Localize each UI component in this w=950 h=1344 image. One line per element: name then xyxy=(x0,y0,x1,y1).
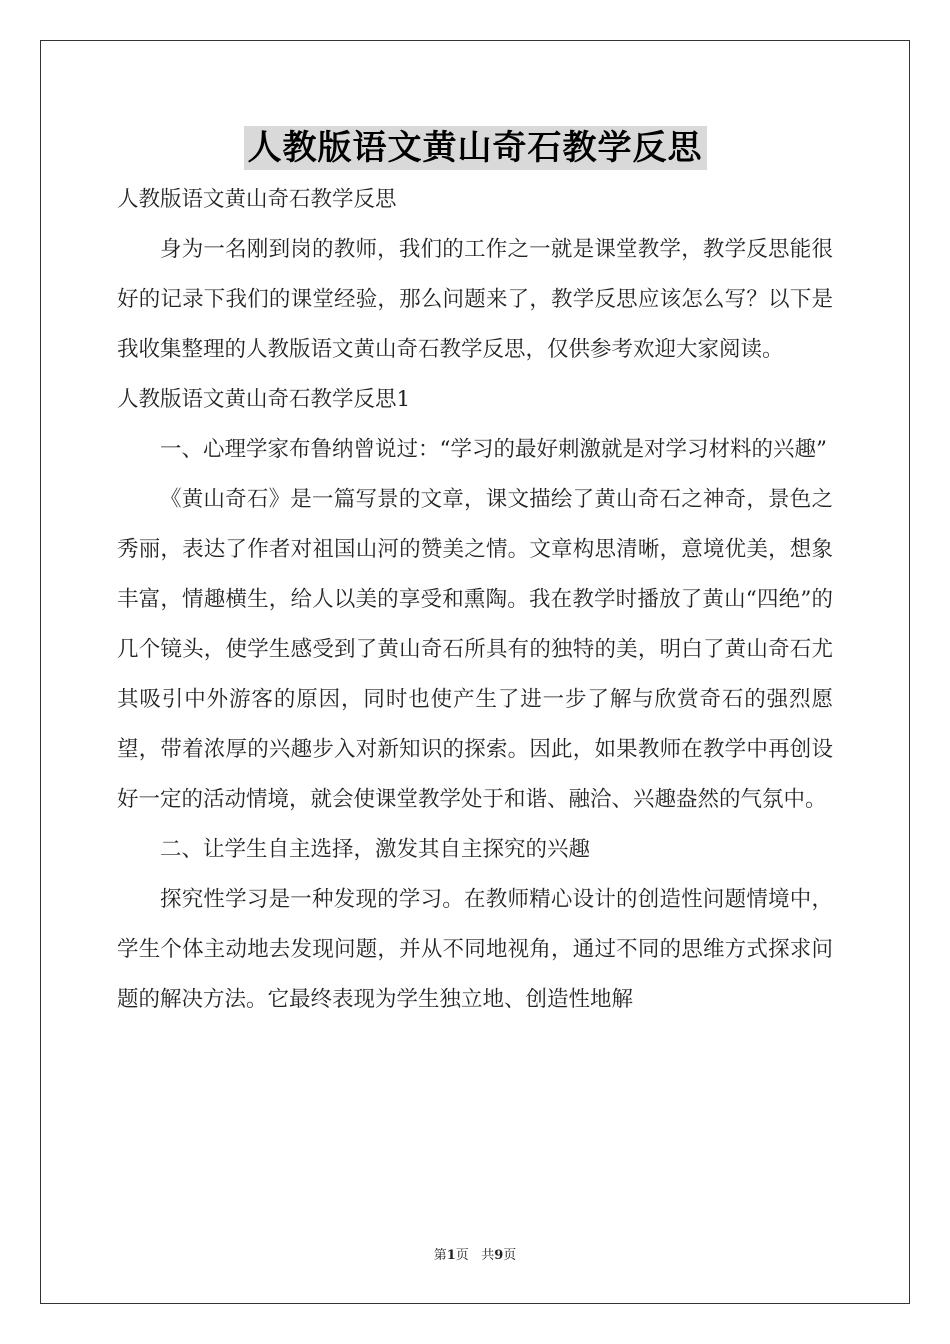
document-body xyxy=(117,175,833,1025)
document-subtitle: 人教版语文黄山奇石教学反思 xyxy=(117,187,397,212)
total-pages: 9 xyxy=(494,1248,504,1263)
page-number: 1 xyxy=(446,1248,456,1263)
page-suffix: 页 xyxy=(455,1248,469,1263)
page-footer xyxy=(0,1244,950,1263)
total-suffix: 页 xyxy=(503,1248,517,1263)
intro-paragraph: 身为一名刚到岗的教师，我们的工作之一就是课堂教学，教学反思能很好的记录下我们的课堂经验，那么问题来了，教学反思应该怎么写？以下是我收集整理的人教版语文黄山奇石教学反思，仅供参考欢迎大家阅读。 xyxy=(117,237,833,362)
body-paragraph: 探究性学习是一种发现的学习。在教师精心设计的创造性问题情境中，学生个体主动地去发现问题，并从不同地视角，通过不同的思维方式探求问题的解决方法。它最终表现为学生独立地、创造性地解 xyxy=(117,887,833,1012)
total-prefix: 共 xyxy=(481,1248,495,1263)
body-paragraph: 二、让学生自主选择，激发其自主探究的兴趣 xyxy=(160,837,591,862)
page-prefix: 第 xyxy=(433,1248,447,1263)
body-paragraph: 一、心理学家布鲁纳曾说过：“学习的最好刺激就是对学习材料的兴趣” xyxy=(160,437,827,462)
title-container xyxy=(0,126,950,170)
document-title: 人教版语文黄山奇石教学反思 xyxy=(244,126,707,170)
section-heading: 人教版语文黄山奇石教学反思1 xyxy=(117,387,411,412)
body-paragraph: 《黄山奇石》是一篇写景的文章，课文描绘了黄山奇石之神奇，景色之秀丽，表达了作者对祖国山河的赞美之情。文章构思清晰，意境优美，想象丰富，情趣横生，给人以美的享受和熏陶。我在教学时播放了黄山“四绝”的几个镜头，使学生感受到了黄山奇石所具有的独特的美，明白了黄山奇石尤其吸引中外游客的原因，同时也使产生了进一步了解与欣赏奇石的强烈愿望，带着浓厚的兴趣步入对新知识的探索。因此，如果教师在教学中再创设好一定的活动情境，就会使课堂教学处于和谐、融洽、兴趣盎然的气氛中。 xyxy=(117,487,833,812)
